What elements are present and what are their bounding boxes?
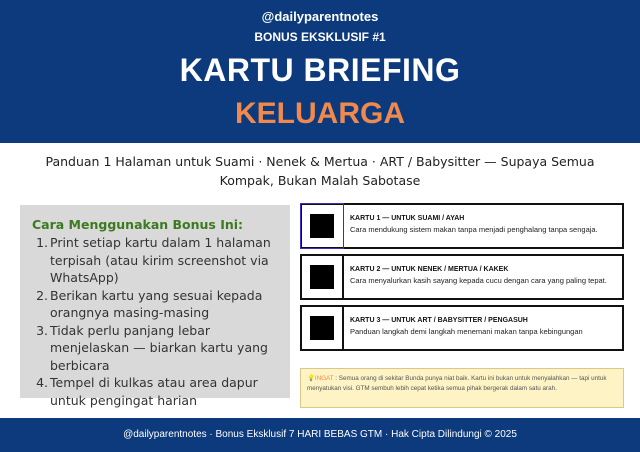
lightbulb-icon: 💡 — [307, 375, 315, 382]
step-text: Print setiap kartu dalam 1 halaman terpisah (atau kirim screenshot via WhatsApp) — [50, 235, 271, 285]
guide-step — [32, 234, 280, 287]
card-icon — [302, 256, 344, 298]
step-number: 1. — [36, 235, 48, 250]
card-1 — [300, 203, 624, 249]
card-title: KARTU 3 — UNTUK ART / BABYSITTER / PENGASUH — [350, 317, 528, 324]
usage-guide — [20, 205, 290, 408]
card-title: KARTU 2 — UNTUK NENEK / MERTUA / KAKEK — [350, 266, 509, 273]
card-icon — [300, 203, 344, 249]
step-number: 3. — [36, 322, 48, 338]
reminder-note — [300, 368, 624, 408]
guide-step — [32, 322, 280, 375]
guide-step — [32, 374, 280, 409]
card-desc: Cara mendukung sistem makan tanpa menjadi penghalang tanpa sengaja. — [350, 225, 598, 234]
footer: @dailyparentnotes · Bonus Eksklusif 7 HARI BEBAS GTM · Hak Cipta Dilindungi © 2025 — [0, 418, 640, 452]
step-number: 2. — [36, 287, 48, 303]
card-desc: Cara menyalurkan kasih sayang kepada cucu dengan cara yang paling tepat. — [350, 276, 607, 285]
card-icon — [302, 307, 344, 349]
handle: @dailyparentnotes — [261, 9, 379, 24]
note-label: INGAT — [314, 375, 334, 382]
guide-step — [32, 287, 280, 322]
title-line2: KELUARGA — [235, 97, 405, 130]
step-text: Tidak perlu panjang lebar menjelaskan — biarkan kartu yang berbicara — [50, 322, 268, 373]
bonus-label: BONUS EKSKLUSIF #1 — [254, 30, 386, 44]
note-text: : Semua orang di sekitar Bunda punya niat baik. Kartu ini bukan untuk menyalahkan — tapi untuk menyatukan visi. GTM sembuh lebih cepat ketika semua pihak bergerak dalam satu arah. — [307, 375, 607, 392]
step-text: Tempel di kulkas atau area dapur untuk pengingat harian — [50, 375, 258, 408]
card-3 — [300, 305, 624, 351]
card-title: KARTU 1 — UNTUK SUAMI / AYAH — [350, 215, 465, 222]
header-banner — [0, 0, 640, 143]
guide-title: Cara Menggunakan Bonus Ini: — [32, 217, 244, 232]
step-number: 4. — [36, 375, 48, 390]
title-line1: KARTU BRIEFING — [179, 52, 461, 88]
card-2 — [300, 254, 624, 300]
step-text: Berikan kartu yang sesuai kepada orangnya masing-masing — [50, 287, 263, 320]
subtitle: Panduan 1 Halaman untuk Suami · Nenek & Mertua · ART / Babysitter — Supaya Semua Kompak, Bukan Malah Sabotase — [45, 154, 595, 188]
card-desc: Panduan langkah demi langkah menemani makan tanpa kebingungan — [350, 327, 583, 336]
